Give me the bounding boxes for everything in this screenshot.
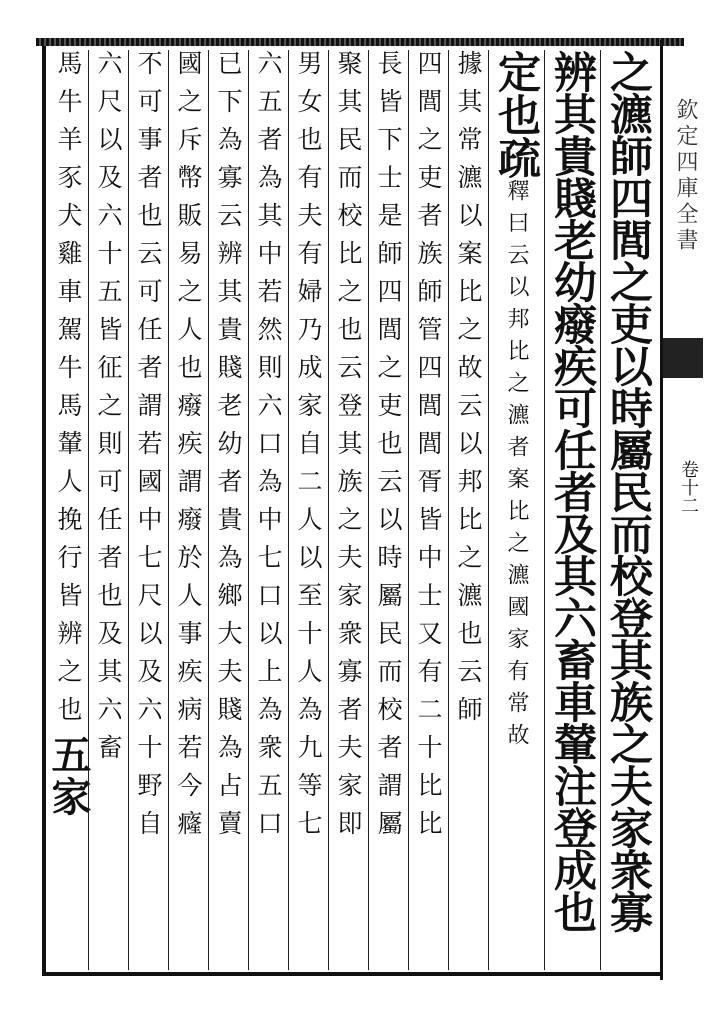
text-column: 不可事者也云可任者謂若國中七尺以及六十野自 [128, 50, 168, 970]
commentary-text: 釋曰云以邦比之瀌者案比之瀌國家有常故 [504, 179, 529, 755]
commentary-mark: 疏 [491, 136, 541, 179]
margin-strip [660, 40, 703, 980]
text-column: 據其常瀌以案比之故云以邦比之瀌也云師 [448, 50, 488, 970]
text-column: 聚其民而校比之也云登其族之夫家衆寡者夫家即 [328, 50, 368, 970]
text-column: 國之斥幣販易之人也癈疾謂癈於人事疾病若今癃 [168, 50, 208, 970]
book-title: 欽定四庫全書 [673, 98, 698, 254]
text-column: 六五者為其中若然則六口為中七口以上為衆五口 [248, 50, 288, 970]
text-column: 男女也有夫有婦乃成家自二人以至十人為九等七 [288, 50, 328, 970]
column-tail-text: 五家 [45, 734, 92, 818]
text-column [45, 50, 92, 970]
text-column: 長皆下士是師四閭之吏也云以時屬民而校者謂屬 [368, 50, 408, 970]
fishtail-mark [663, 338, 703, 378]
top-border [36, 38, 684, 46]
text-column: 辨其貴賤老幼癈疾可任者及其六畜車輦注登成也 [544, 50, 600, 970]
text-columns [45, 50, 656, 970]
column-text: 馬牛羊豕犬雞車駕牛馬輦人挽行皆辨之也 [54, 50, 83, 734]
text-column: 六尺以及六十五皆征之則可任者也及其六畜 [88, 50, 128, 970]
text-column: 之瀌師四閭之吏以時屬民而校登其族之夫家衆寡 [600, 50, 656, 970]
text-column: 已下為寡云辨其貴賤老幼者貴為鄉大夫賤為占賣 [208, 50, 248, 970]
juan-number: 卷十二 [678, 460, 699, 514]
text-column: 四閭之吏者族師管四閭閭胥皆中士又有二十比比 [408, 50, 448, 970]
text-column-mixed [488, 50, 544, 970]
main-text: 定也 [491, 50, 541, 136]
